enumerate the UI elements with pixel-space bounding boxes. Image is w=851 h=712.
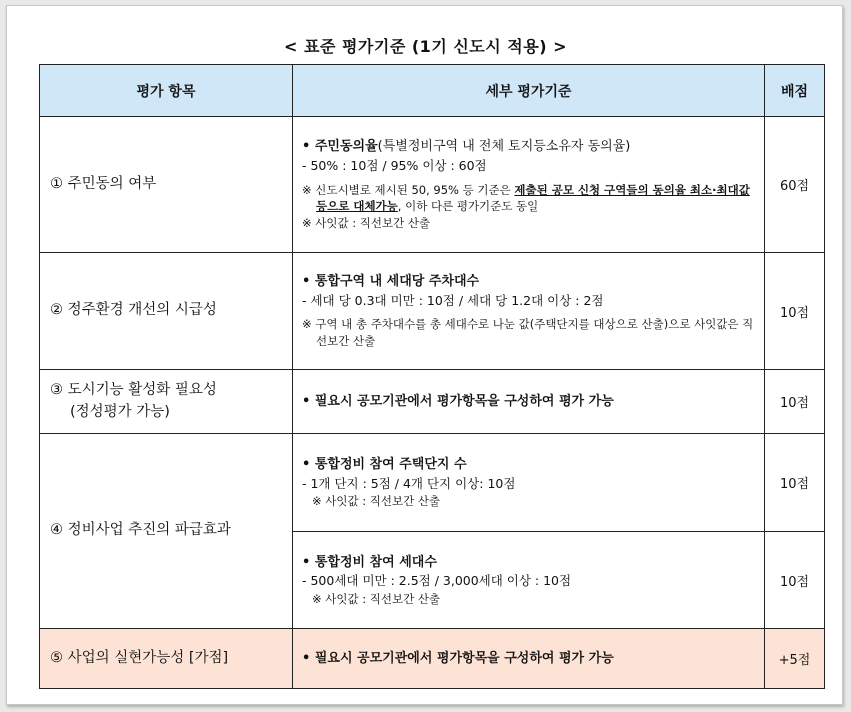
row-points: 10점 (765, 532, 825, 629)
row-item-label: ① 주민동의 여부 (40, 117, 293, 253)
evaluation-criteria-table (39, 64, 825, 689)
row-item-label: ④ 정비사업 추진의 파급효과 (40, 434, 293, 629)
row-item-label: ③ 도시기능 활성화 필요성 (정성평가 가능) (40, 370, 293, 434)
criteria-bullet: • 통합정비 참여 주택단지 수 (302, 457, 467, 473)
row-criteria (293, 434, 765, 532)
table-row (40, 434, 825, 532)
criteria-bullet: • 통합구역 내 세대당 주차대수 (302, 274, 480, 290)
criteria-note: ※ 구역 내 총 주차대수를 총 세대수로 나눈 값(주택단지를 대상으로 산출)으로 사잇값은 직선보간 산출 (302, 317, 754, 349)
table-header-row (40, 65, 825, 117)
row-points: 60점 (765, 117, 825, 253)
criteria-note: ※ 사잇값 : 직선보간 산출 (312, 494, 441, 509)
row-criteria (293, 370, 765, 434)
criteria-bullet: • 통합정비 참여 세대수 (302, 554, 437, 570)
row-item-label: ② 정주환경 개선의 시급성 (40, 253, 293, 370)
criteria-note: ※ 사잇값 : 직선보간 산출 (312, 591, 441, 606)
header-criteria: 세부 평가기준 (293, 65, 765, 117)
criteria-line: - 1개 단지 : 5점 / 4개 단지 이상: 10점 (302, 475, 516, 491)
row-points: 10점 (765, 253, 825, 370)
criteria-bullet: • 주민동의율(특별정비구역 내 전체 토지등소유자 동의율) (302, 139, 631, 155)
row-points: 10점 (765, 434, 825, 532)
criteria-line: - 50% : 10점 / 95% 이상 : 60점 (302, 157, 487, 173)
criteria-note: ※ 신도시별로 제시된 50, 95% 등 기준은 제출된 공모 신청 구역들의 동의율 최소·최대값 등으로 대체가능, 이하 다른 평가기준도 동일 (302, 182, 750, 214)
header-item: 평가 항목 (40, 65, 293, 117)
header-points: 배점 (765, 65, 825, 117)
table-row-bonus (40, 629, 825, 689)
table-row (40, 370, 825, 434)
row-points: 10점 (765, 370, 825, 434)
row-criteria (293, 629, 765, 689)
row-item-label: ⑤ 사업의 실현가능성 [가점] (40, 629, 293, 689)
document-sheet (6, 5, 843, 705)
criteria-line: - 세대 당 0.3대 미만 : 10점 / 세대 당 1.2대 이상 : 2점 (302, 292, 604, 308)
row-criteria (293, 253, 765, 370)
row-criteria (293, 117, 765, 253)
table-row (40, 117, 825, 253)
row-criteria (293, 532, 765, 629)
row-points: +5점 (765, 629, 825, 689)
document-title: < 표준 평가기준 (1기 신도시 적용) > (284, 37, 567, 56)
criteria-bullet: • 필요시 공모기관에서 평가항목을 구성하여 평가 가능 (302, 650, 614, 666)
criteria-note: ※ 사잇값 : 직선보간 산출 (302, 215, 431, 230)
criteria-line: - 500세대 미만 : 2.5점 / 3,000세대 이상 : 10점 (302, 573, 572, 589)
table-row (40, 253, 825, 370)
criteria-bullet: • 필요시 공모기관에서 평가항목을 구성하여 평가 가능 (302, 393, 614, 409)
